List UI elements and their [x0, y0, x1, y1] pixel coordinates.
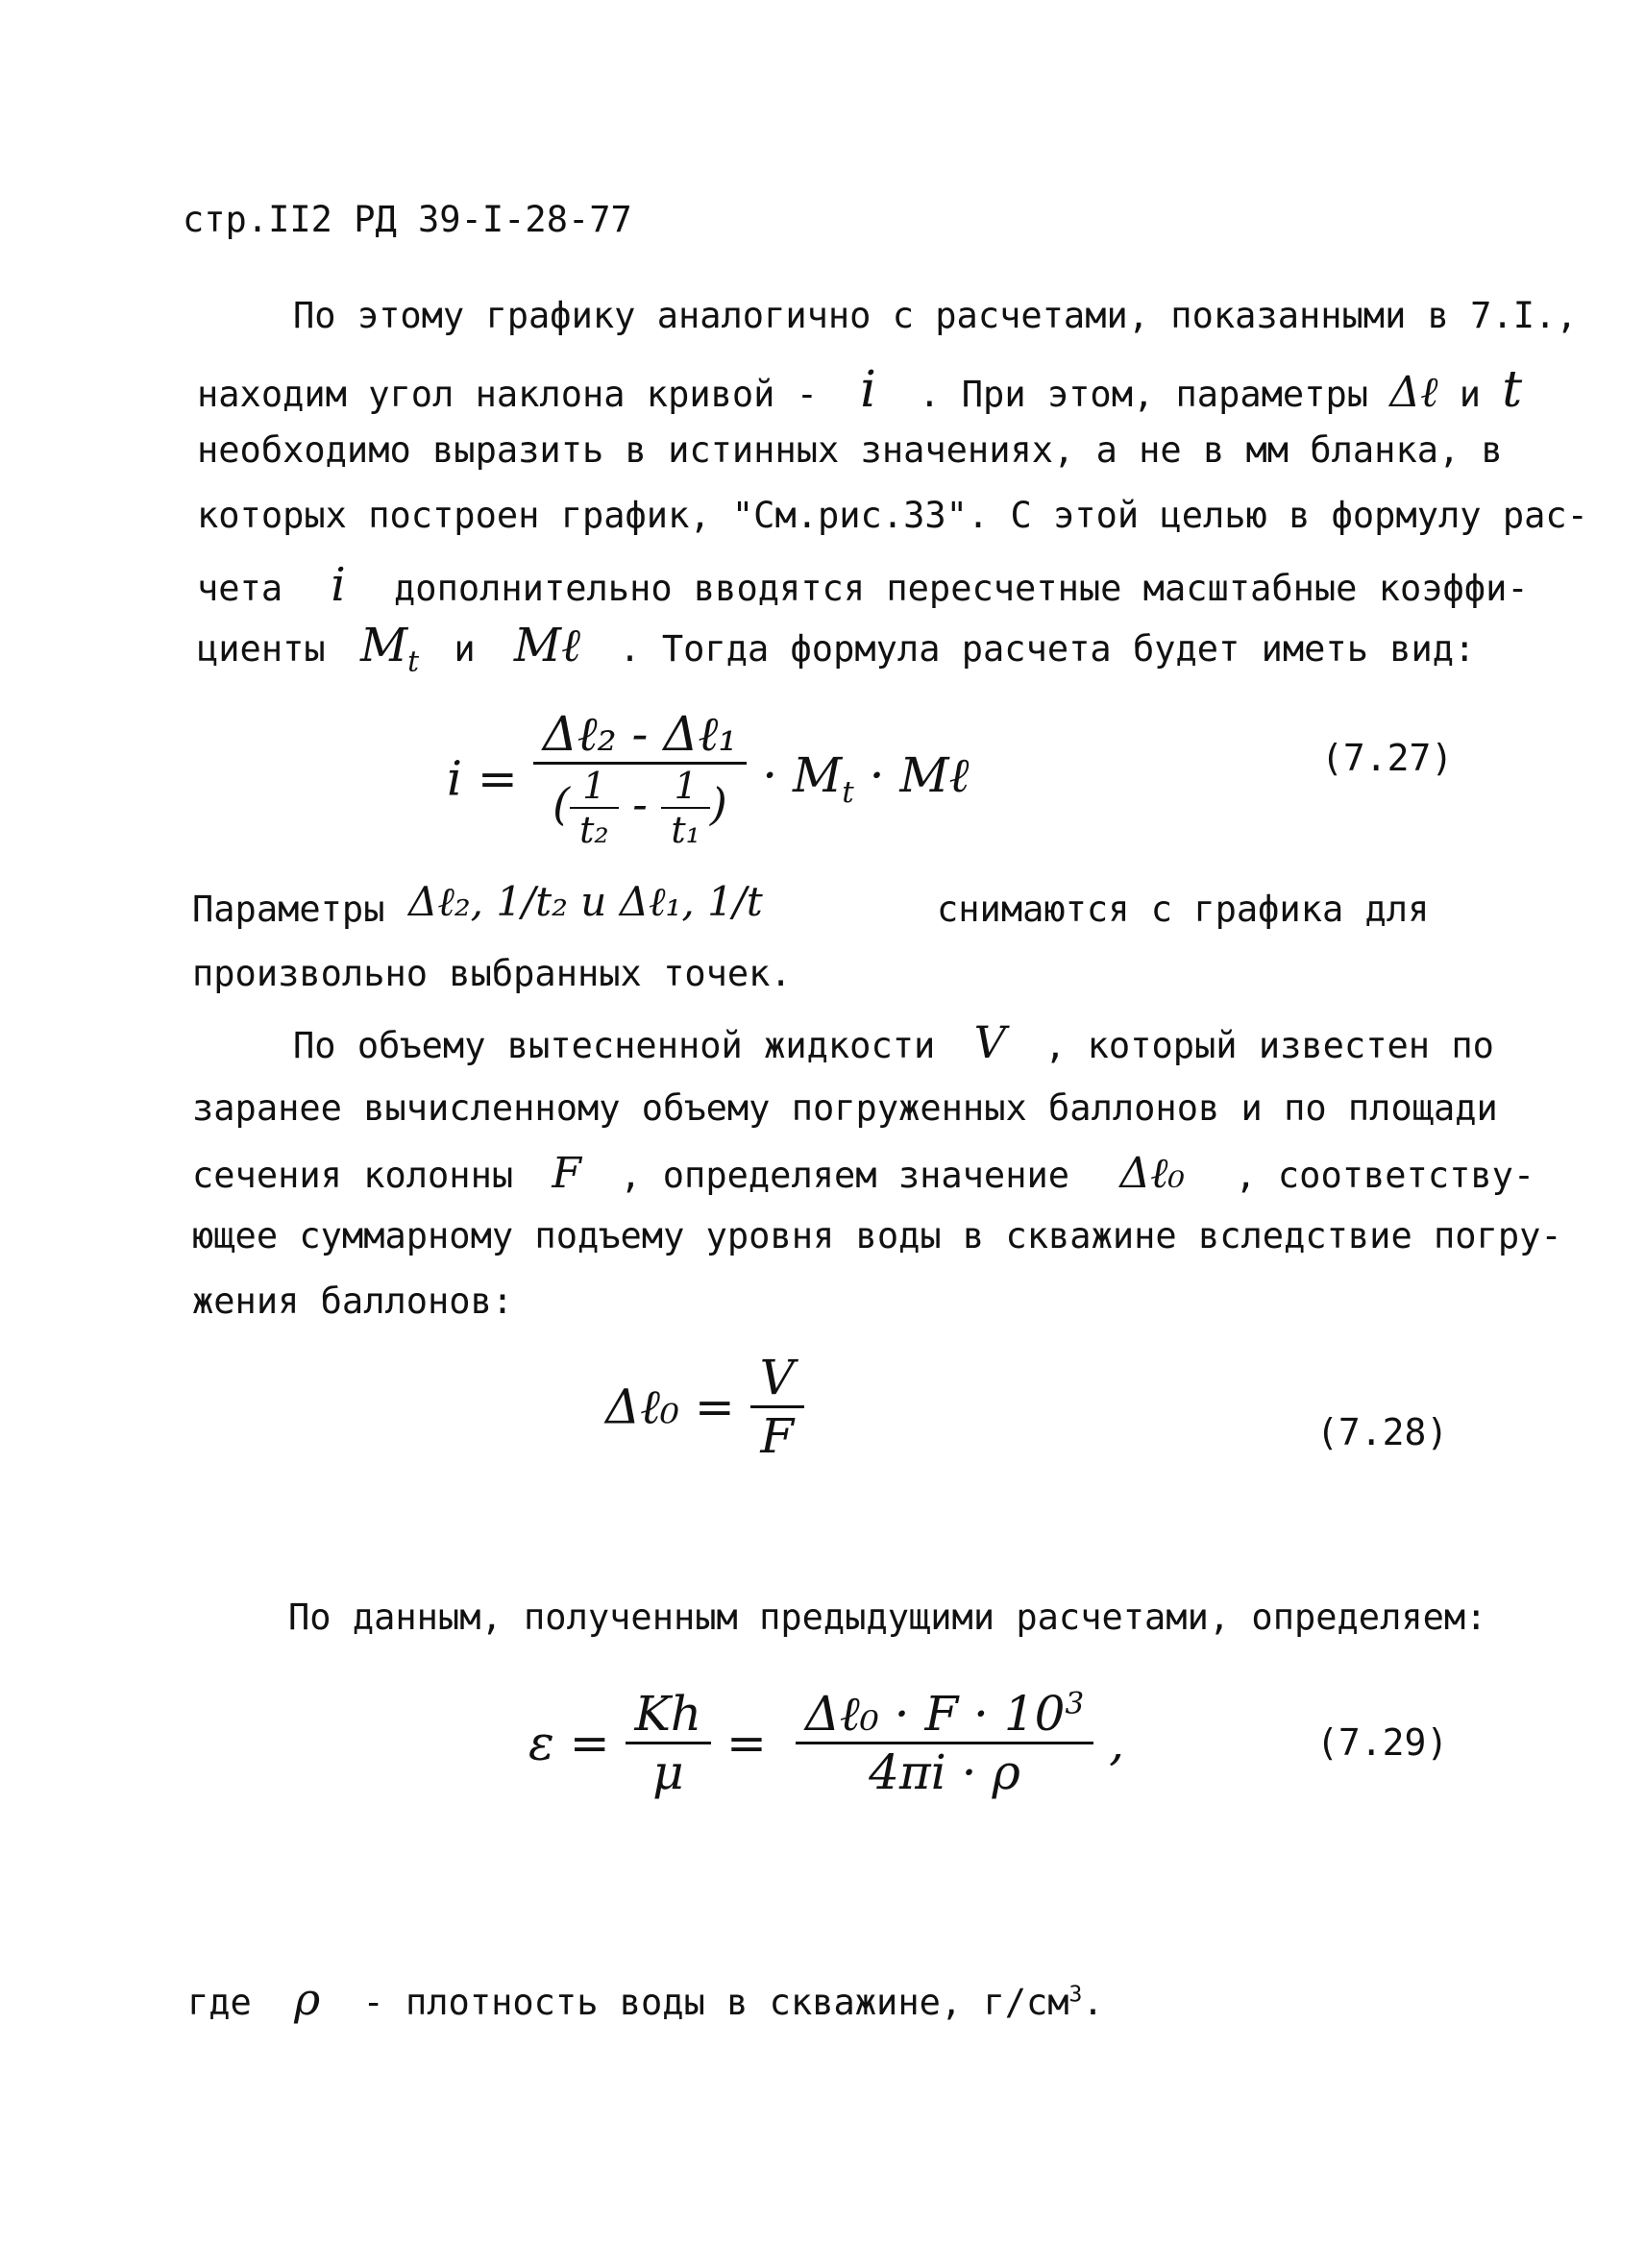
symbol-rho: ρ — [294, 1973, 321, 2025]
p1-line4: которых построен график, "См.рис.33". С этой целью в формулу рас- — [197, 495, 1588, 536]
symbol-delta-l: Δℓ — [1389, 368, 1438, 417]
symbol-Ml: Mℓ — [513, 619, 581, 672]
symbol-delta-l0: Δℓ₀ — [1119, 1149, 1186, 1198]
symbol-t: t — [1502, 361, 1523, 419]
p4-line: По данным, полученным предыдущими расчетами, определяем: — [288, 1597, 1487, 1638]
p3-line4: ющее суммарному подъему уровня воды в скважине вследствие погру- — [192, 1215, 1562, 1256]
equation-7-27: i = Δℓ₂ - Δℓ₁ ( $\frac{1}{\text{t₂}}$ - $\frac{1}{\text{t₁}}$ ) · $M_t$ · Mℓ — [447, 706, 970, 851]
symbol-i: i — [331, 558, 346, 612]
equation-7-29: ε = $\frac{Kh}{\mu}$ = $\frac{\Delta\ell_0 \cdot F \cdot 10^3}{4\pi i \cdot \rho}$ , — [528, 1686, 1125, 1800]
p1-line1: По этому графику аналогично с расчетами, показанными в 7.I., — [293, 295, 1578, 336]
p5-line: где ρ - плотность воды в скважине, $г/см^3$. — [187, 1973, 1104, 2025]
p2-line1-tail: снимаются с графика для — [937, 889, 1430, 930]
p2-line2: произвольно выбранных точек. — [192, 953, 792, 994]
p1-line2: находим угол наклона кривой - i . При этом, параметры Δℓ и t — [197, 361, 1523, 419]
p3-line5: жения баллонов: — [192, 1280, 514, 1322]
p2-line1-label: Параметры — [192, 889, 385, 930]
symbol-F: F — [552, 1149, 581, 1198]
eq27-fraction: Δℓ₂ - Δℓ₁ ( $\frac{1}{\text{t₂}}$ - $\frac{1}{\text{t₁}}$ ) — [533, 706, 748, 851]
p3-line1: По объему вытесненной жидкости V , который известен по — [293, 1016, 1494, 1068]
p1-line5: чета i дополнительно вводятся пересчетные масштабные коэффи- — [197, 558, 1529, 612]
symbol-V: V — [973, 1016, 1006, 1068]
p3-line2: заранее вычисленному объему погруженных баллонов и по площади — [192, 1087, 1498, 1129]
symbol-i: i — [860, 361, 876, 419]
equation-number-7-29: (7.29) — [1316, 1721, 1449, 1764]
p1-line3: необходимо выразить в истинных значениях, а не в мм бланка, в — [197, 429, 1503, 471]
page-header: стр.II2 РД 39-I-28-77 — [183, 199, 632, 240]
equation-number-7-27: (7.27) — [1321, 737, 1454, 779]
equation-number-7-28: (7.28) — [1316, 1411, 1449, 1453]
p1-line6: циенты $M_t$ и Mℓ . Тогда формула расчета будет иметь вид: — [197, 619, 1476, 679]
p3-line3: сечения колонны F , определяем значение Δℓ₀ , соответству- — [192, 1149, 1535, 1198]
symbol-Mt: $M_t$ — [359, 619, 420, 679]
equation-7-28: Δℓ₀ = $\frac{V}{F}$ — [605, 1350, 804, 1464]
p2-line1-symbols: Δℓ₂, 1/t₂ и Δℓ₁, 1/t — [408, 878, 763, 925]
